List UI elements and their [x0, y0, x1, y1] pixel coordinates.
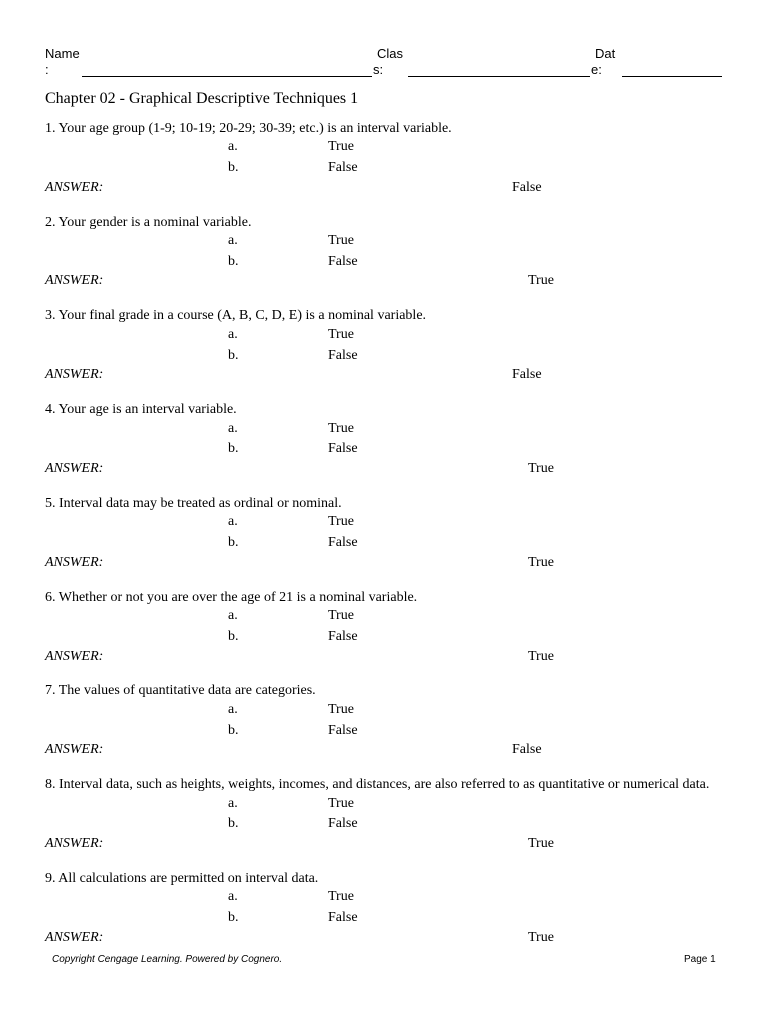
option-a-text: True [328, 327, 354, 342]
option-b-text: False [328, 441, 358, 456]
question-text: 8. Interval data, such as heights, weights, incomes, and distances, are also referred to as quantitative or numerical data. [45, 777, 710, 792]
answer-label: ANSWER: [45, 367, 104, 382]
option-a-letter: a. [228, 702, 238, 717]
option-b-text: False [328, 160, 358, 175]
option-a-text: True [328, 421, 354, 436]
page-number: Page 1 [684, 954, 716, 965]
option-a-letter: a. [228, 421, 238, 436]
option-b-text: False [328, 629, 358, 644]
option-b-letter: b. [228, 254, 239, 269]
question-text: 9. All calculations are permitted on interval data. [45, 871, 319, 886]
class-label: Clas [377, 46, 404, 61]
question-text: 2. Your gender is a nominal variable. [45, 215, 252, 230]
answer-value: True [528, 555, 554, 570]
class-field-line[interactable] [408, 76, 590, 77]
option-b-letter: b. [228, 160, 239, 175]
answer-value: False [512, 180, 542, 195]
question-text: 4. Your age is an interval variable. [45, 402, 237, 417]
option-a-letter: a. [228, 327, 238, 342]
option-a-text: True [328, 139, 354, 154]
name-field-line[interactable] [82, 76, 372, 77]
option-a-letter: a. [228, 608, 238, 623]
option-b-letter: b. [228, 348, 239, 363]
option-b-text: False [328, 254, 358, 269]
answer-value: True [528, 649, 554, 664]
option-a-text: True [328, 514, 354, 529]
question-text: 1. Your age group (1-9; 10-19; 20-29; 30-39; etc.) is an interval variable. [45, 121, 452, 136]
footer-copyright: Copyright Cengage Learning. Powered by Cognero. [52, 954, 283, 965]
question-text: 3. Your final grade in a course (A, B, C, D, E) is a nominal variable. [45, 308, 427, 323]
option-a-letter: a. [228, 233, 238, 248]
name-label-colon: : [45, 62, 49, 77]
answer-label: ANSWER: [45, 649, 104, 664]
option-a-letter: a. [228, 139, 238, 154]
option-b-text: False [328, 348, 358, 363]
answer-value: True [528, 930, 554, 945]
answer-label: ANSWER: [45, 742, 104, 757]
option-b-letter: b. [228, 910, 239, 925]
date-label: Dat [595, 46, 616, 61]
option-b-letter: b. [228, 723, 239, 738]
option-a-text: True [328, 889, 354, 904]
answer-label: ANSWER: [45, 555, 104, 570]
option-a-text: True [328, 796, 354, 811]
question-text: 7. The values of quantitative data are categories. [45, 683, 316, 698]
date-label-suffix: e: [591, 62, 602, 77]
answer-label: ANSWER: [45, 180, 104, 195]
answer-label: ANSWER: [45, 930, 104, 945]
option-a-text: True [328, 233, 354, 248]
option-b-letter: b. [228, 629, 239, 644]
option-b-letter: b. [228, 816, 239, 831]
option-a-letter: a. [228, 514, 238, 529]
class-label-suffix: s: [373, 62, 384, 77]
question-text: 6. Whether or not you are over the age of 21 is a nominal variable. [45, 590, 418, 605]
option-a-text: True [328, 702, 354, 717]
option-a-letter: a. [228, 796, 238, 811]
option-a-letter: a. [228, 889, 238, 904]
answer-label: ANSWER: [45, 836, 104, 851]
answer-value: True [528, 836, 554, 851]
answer-value: True [528, 461, 554, 476]
option-b-text: False [328, 816, 358, 831]
answer-value: False [512, 367, 542, 382]
name-label: Name [45, 46, 80, 61]
date-field-line[interactable] [622, 76, 722, 77]
option-b-letter: b. [228, 441, 239, 456]
option-a-text: True [328, 608, 354, 623]
option-b-letter: b. [228, 535, 239, 550]
answer-value: False [512, 742, 542, 757]
option-b-text: False [328, 535, 358, 550]
answer-label: ANSWER: [45, 461, 104, 476]
option-b-text: False [328, 910, 358, 925]
option-b-text: False [328, 723, 358, 738]
question-text: 5. Interval data may be treated as ordinal or nominal. [45, 496, 342, 511]
answer-value: True [528, 273, 554, 288]
answer-label: ANSWER: [45, 273, 104, 288]
chapter-title: Chapter 02 - Graphical Descriptive Techniques 1 [45, 90, 359, 107]
